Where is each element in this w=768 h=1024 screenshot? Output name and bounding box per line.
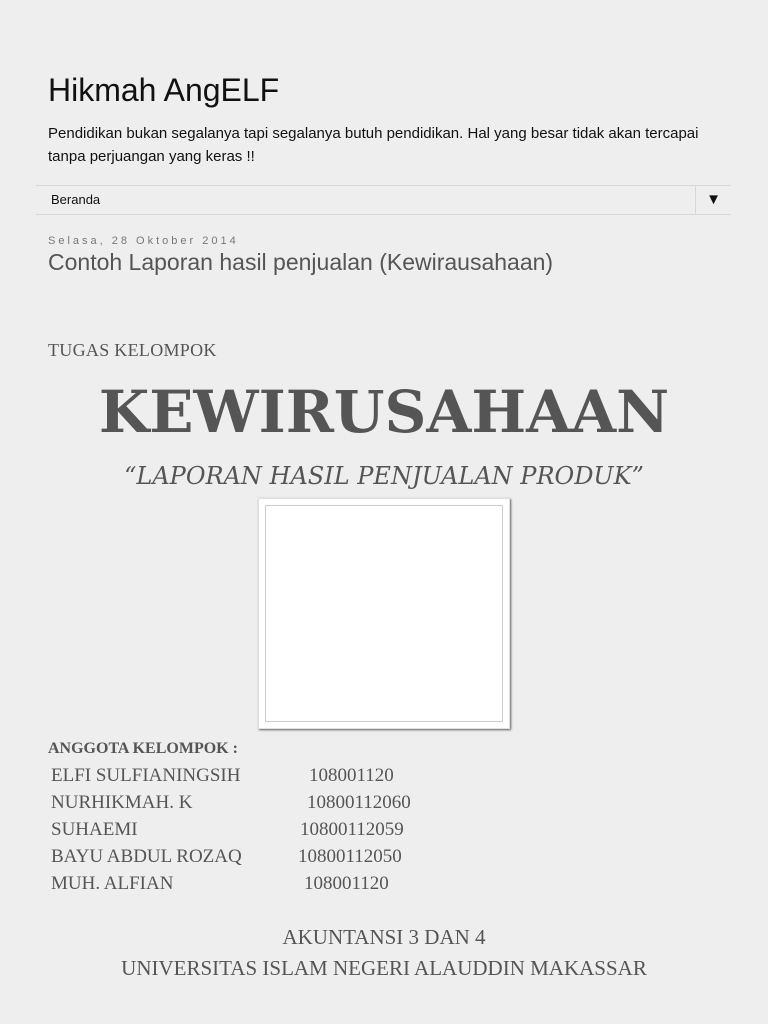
page-nav-dropdown[interactable] xyxy=(36,185,731,215)
member-nim: 10800112059 xyxy=(300,819,404,840)
post-date: Selasa, 28 Oktober 2014 xyxy=(48,235,239,247)
tugas-kelompok-text: TUGAS KELOMPOK xyxy=(48,340,217,360)
member-name: ELFI SULFIANINGSIH xyxy=(51,765,241,786)
class-text: AKUNTANSI 3 DAN 4 xyxy=(282,925,486,949)
blog-title-link[interactable]: Hikmah AngELF xyxy=(48,72,280,108)
member-nim: 10800112050 xyxy=(298,846,402,867)
member-nim: 108001120 xyxy=(309,765,394,786)
nav-selected-label: Beranda xyxy=(51,192,101,207)
university-text: UNIVERSITAS ISLAM NEGERI ALAUDDIN MAKASSAR xyxy=(121,956,647,980)
subject-heading: KEWIRUSAHAAN xyxy=(98,378,670,446)
member-nim: 108001120 xyxy=(304,873,389,894)
member-nim: 10800112060 xyxy=(307,792,411,813)
anggota-heading: ANGGOTA KELOMPOK : xyxy=(48,740,238,757)
report-subtitle: “LAPORAN HASIL PENJUALAN PRODUK” xyxy=(124,462,644,490)
post-title: Contoh Laporan hasil penjualan (Kewirausahaan) xyxy=(48,249,554,275)
image-placeholder xyxy=(265,505,503,722)
dropdown-arrow-icon[interactable]: ▼ xyxy=(695,185,731,215)
post-image[interactable] xyxy=(258,498,510,729)
member-name: NURHIKMAH. K xyxy=(51,792,193,813)
member-name: BAYU ABDUL ROZAQ xyxy=(51,846,242,867)
member-name: SUHAEMI xyxy=(51,819,138,840)
blog-description: Pendidikan bukan segalanya tapi segalanya butuh pendidikan. Hal yang besar tidak akan tercapai tanpa perjuangan yang keras !! xyxy=(48,125,699,165)
member-name: MUH. ALFIAN xyxy=(51,873,174,894)
